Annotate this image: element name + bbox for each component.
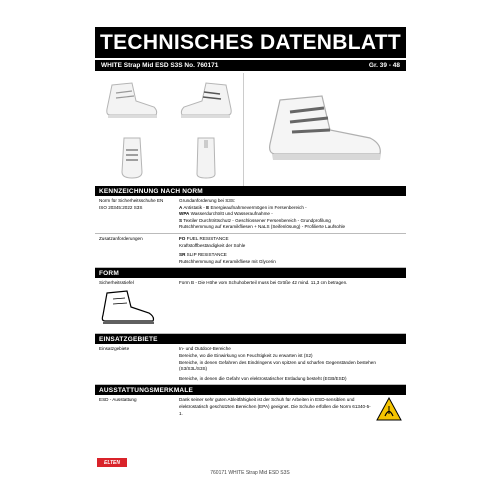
- norm-req-title: Grundanforderung bei S3S:: [179, 198, 236, 203]
- form-label: Sicherheitsstiefel: [95, 278, 175, 333]
- esd-warning-icon: [376, 397, 402, 421]
- features-text: Dank seiner sehr guten Ableitfähigkeit ist der Schuh für Arbeiten in ESD-sensiblen und elektrostatisch geschützten Bereichen (EPA) geeignet. Die Schuhe erfüllen die Norm 61340-5-1.: [175, 395, 406, 423]
- extra-req-row: [95, 234, 406, 268]
- norm-req-a-e: A Antistatik - E Energieaufnahmevermögen im Fersenbereich -: [179, 204, 307, 210]
- form-row: [95, 278, 406, 334]
- photo-side-left: [95, 73, 169, 130]
- product-bar: [95, 60, 406, 71]
- product-name: WHITE Strap Mid ESD S3S No. 760171: [101, 62, 219, 69]
- usage-row: [95, 344, 406, 385]
- footer-text: 760171 WHITE Strap Mid ESD S3S: [210, 470, 290, 476]
- norm-req-wpa: WPA Wasserdurchtritt und Wasseraufnahme -: [179, 211, 273, 217]
- photo-main: [244, 73, 406, 186]
- photo-side-right: [169, 73, 243, 130]
- photo-front: [95, 130, 169, 187]
- section-features-header: AUSSTATTUNGSMERKMALE: [95, 385, 406, 395]
- section-usage-header: EINSATZGEBIETE: [95, 334, 406, 344]
- size-range: Gr. 39 - 48: [368, 62, 400, 69]
- usage-label: Einsatzgebiete: [99, 346, 130, 352]
- boot-outline-icon: [99, 289, 159, 329]
- photo-back: [169, 130, 243, 187]
- features-row: [95, 395, 406, 423]
- section-norm-header: KENNZEICHNUNG NACH NORM: [95, 186, 406, 196]
- extra-req-values: FO FUEL RESISTANCE Kraftstoffbeständigkeit der Sohle SR SLIP RESISTANCE Rutschhemmung auf Keramikfliese mit Glycerin: [179, 235, 276, 264]
- extra-req-label: Zusatzanforderungen: [99, 235, 143, 241]
- usage-values: In- und Outdoor-Bereiche Bereiche, wo die Einwirkung von Feuchtigkeit zu erwarten ist (S2) Bereiche, in denen Gefahren des Eindringens von spitzen und scharfen Gegenständen bestehen (S3/S3L/S3S) Bereiche, in denen die Gefahr von elektrostatischer Entladung besteht (EGB/ESD): [179, 346, 376, 381]
- section-form-header: FORM: [95, 268, 406, 278]
- norm-req-extra: Rutschhemmung auf Keramikfliesen + NaLS (Seifenlösung) - Profilierte Laufsohle: [179, 224, 346, 230]
- norm-values: [175, 196, 406, 233]
- norm-req-s: S Textiler Durchtrittschutz - Geschlossener Fersenbereich - Grundprofilung: [179, 217, 331, 223]
- norm-label: Norm für Sicherheitsschuhe EN ISO 20345:2022 S3S: [99, 198, 164, 210]
- form-text: Form B - Die Höhe vom Schuhoberteil muss bei Größe 42 mind. 11,3 cm betragen.: [179, 280, 348, 286]
- datasheet: [95, 27, 406, 423]
- norm-row: [95, 196, 406, 234]
- page-title: TECHNISCHES DATENBLATT: [95, 27, 406, 58]
- features-label: ESD - Ausstattung: [99, 397, 137, 403]
- product-photos: [95, 73, 406, 186]
- photo-grid: [95, 73, 244, 186]
- elten-logo: ELTEN: [97, 458, 127, 467]
